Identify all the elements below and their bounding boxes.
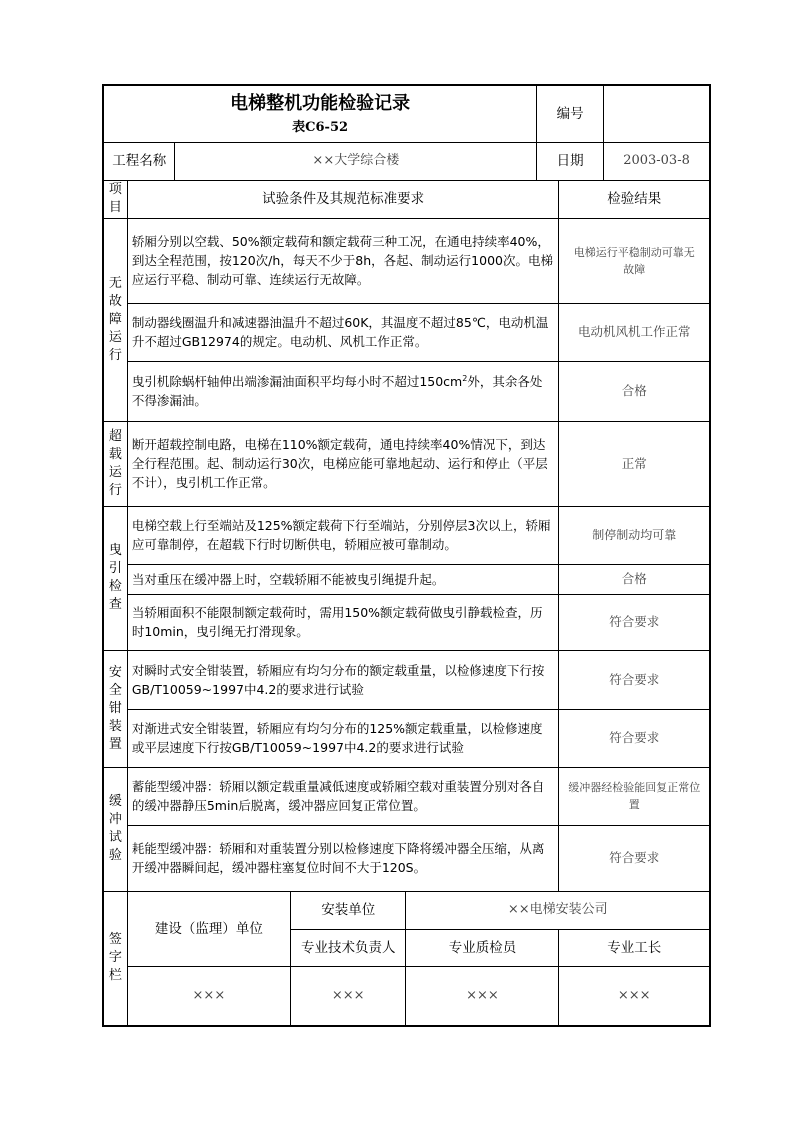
qc-label: 专业质检员	[406, 929, 559, 966]
result-cell[interactable]: 电动机风机工作正常	[559, 303, 710, 361]
signature-owner[interactable]: ×××	[127, 966, 290, 1026]
requirement-cell: 曳引机除蜗杆轴伸出端渗漏油面积平均每小时不超过$150cm^2$外，其余各处不得渗漏油。	[127, 361, 559, 421]
install-unit-label: 安装单位	[290, 891, 406, 929]
requirement-cell: 对渐进式安全钳装置，轿厢应有均匀分布的125%额定载重量，以检修速度或平层速度下行按GB/T10059~1997中4.2的要求进行试验	[127, 709, 559, 767]
result-cell[interactable]: 符合要求	[559, 825, 710, 891]
foreman-label: 专业工长	[559, 929, 710, 966]
requirement-cell: 电梯空载上行至端站及125%额定载荷下行至端站，分别停层3次以上，轿厢应可靠制停，在超载下行时切断供电，轿厢应被可靠制动。	[127, 506, 559, 564]
date-label: 日期	[537, 142, 604, 180]
group-label-traction-check: 曳引检查	[103, 506, 127, 650]
requirement-cell: 当轿厢面积不能限制额定载荷时，需用150%额定载荷做曳引静载检查，历时10min，曳引绳无打滑现象。	[127, 594, 559, 650]
form-title: 电梯整机功能检验记录	[230, 92, 411, 114]
result-column-header: 检验结果	[559, 180, 710, 218]
signature-section-label: 签字栏	[103, 891, 127, 1026]
result-cell[interactable]: 制停制动均可靠	[559, 506, 710, 564]
tech-lead-label: 专业技术负责人	[290, 929, 406, 966]
requirement-cell: 对瞬时式安全钳装置，轿厢应有均匀分布的额定载重量，以检修速度下行按GB/T10059~1997中4.2的要求进行试验	[127, 650, 559, 709]
form-code: 表C6-52	[292, 119, 349, 135]
item-column-header	[103, 180, 127, 218]
result-cell[interactable]: 符合要求	[559, 594, 710, 650]
result-cell[interactable]: 合格	[559, 564, 710, 594]
group-label-overload-run: 超载运行	[103, 421, 127, 506]
project-name[interactable]: ××大学综合楼	[175, 142, 537, 180]
requirement-column-header: 试验条件及其规范标准要求	[127, 180, 559, 218]
result-cell[interactable]: 电梯运行平稳制动可靠无故障	[559, 218, 710, 303]
signature-foreman[interactable]: ×××	[559, 966, 710, 1026]
group-label-safety-gear: 安全钳装置	[103, 650, 127, 767]
result-cell[interactable]: 合格	[559, 361, 710, 421]
item-label: 项目	[108, 182, 122, 215]
group-label-buffer-test: 缓冲试验	[103, 767, 127, 891]
date-value[interactable]: 2003-03-8	[604, 142, 710, 180]
result-cell[interactable]: 正常	[559, 421, 710, 506]
requirement-cell: 耗能型缓冲器：轿厢和对重装置分别以检修速度下降将缓冲器全压缩，从离开缓冲器瞬间起，缓冲器柱塞复位时间不大于120S。	[127, 825, 559, 891]
requirement-cell: 制动器线圈温升和减速器油温升不超过60K，其温度不超过85℃，电动机温升不超过GB12974的规定。电动机、风机工作正常。	[127, 303, 559, 361]
result-cell[interactable]: 符合要求	[559, 650, 710, 709]
group-label-fault-free-run: 无故障运行	[103, 218, 127, 421]
signature-tech-lead[interactable]: ×××	[290, 966, 406, 1026]
record-table	[102, 84, 711, 1027]
requirement-cell: 轿厢分别以空载、50%额定载荷和额定载荷三种工况，在通电持续率40%，到达全程范围，按120次/h，每天不少于8h，各起、制动运行1000次。电梯应运行平稳、制动可靠、连续运行无故障。	[127, 218, 559, 303]
title-cell	[103, 85, 537, 142]
install-unit-name[interactable]: ××电梯安装公司	[406, 891, 710, 929]
requirement-cell: 当对重压在缓冲器上时，空载轿厢不能被曳引绳提升起。	[127, 564, 559, 594]
inspection-record-form	[102, 84, 711, 1027]
result-cell[interactable]: 缓冲器经检验能回复正常位置	[559, 767, 710, 825]
requirement-cell: 断开超载控制电路，电梯在110%额定载荷，通电持续率40%情况下，到达全行程范围。起、制动运行30次，电梯应能可靠地起动、运行和停止（平层不计），曳引机工作正常。	[127, 421, 559, 506]
result-cell[interactable]: 符合要求	[559, 709, 710, 767]
number-value[interactable]	[604, 85, 710, 142]
signature-qc[interactable]: ×××	[406, 966, 559, 1026]
number-label: 编号	[537, 85, 604, 142]
requirement-cell: 蓄能型缓冲器：轿厢以额定载重量减低速度或轿厢空载对重装置分别对各自的缓冲器静压5min后脱离，缓冲器应回复正常位置。	[127, 767, 559, 825]
owner-label: 建设（监理）单位	[127, 891, 290, 966]
project-label: 工程名称	[103, 142, 175, 180]
